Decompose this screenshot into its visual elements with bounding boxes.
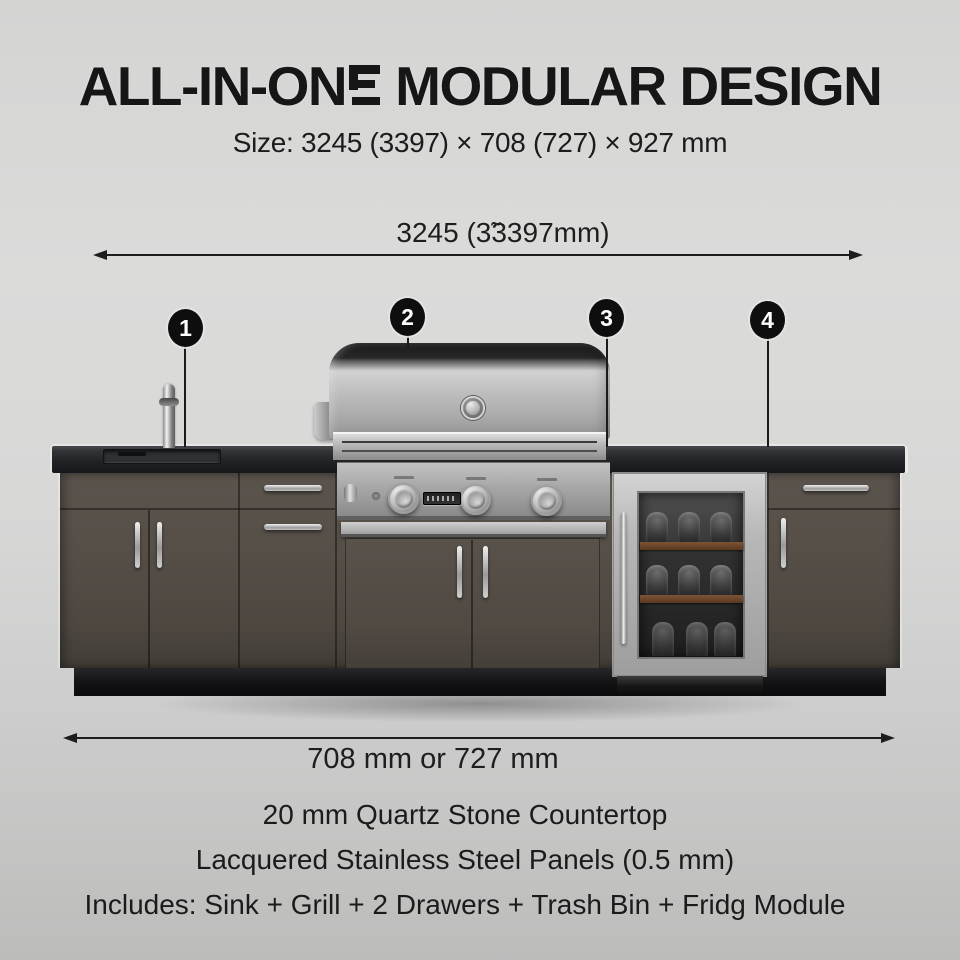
- grill-brand-badge: [423, 492, 461, 505]
- size-subtitle: Size: 3245 (3397) × 708 (727) × 927 mm: [232, 127, 728, 158]
- wine-bottle: [678, 512, 700, 542]
- grill-hood-vent: [333, 432, 606, 460]
- wine-bottle: [710, 565, 732, 595]
- wine-bottle: [714, 622, 736, 656]
- spec-line-countertop: 20 mm Quartz Stone Countertop: [262, 799, 668, 830]
- sink-door-handle: [157, 522, 162, 568]
- depth-dimension-label: 708 mm or 727 mm: [307, 743, 559, 775]
- drawer-handle: [264, 524, 322, 530]
- sink-module-door-split: [148, 510, 150, 668]
- arrow-right-icon: [881, 733, 895, 743]
- sink-door-handle: [135, 522, 140, 568]
- grill-door-split: [471, 540, 473, 668]
- callout-number: 1: [179, 314, 192, 341]
- sink-drain: [118, 452, 146, 456]
- page-title: [0, 54, 960, 118]
- drawer-handle: [264, 485, 322, 491]
- fridge-wood-shelf: [640, 595, 743, 603]
- title-glitch-letter-e: [349, 65, 380, 105]
- drawer-divider: [60, 508, 335, 510]
- arrow-right-icon: [849, 250, 863, 260]
- fridge-wood-shelf: [640, 542, 743, 550]
- wine-bottle: [710, 512, 732, 542]
- callout-leader-line: [184, 346, 186, 447]
- knob-label: [394, 476, 414, 479]
- title-text-right: MODULAR DESIGN: [395, 55, 882, 117]
- fridge-base: [617, 676, 763, 695]
- module-divider: [238, 472, 240, 668]
- grill-knob: [531, 485, 562, 516]
- grill-knob: [460, 484, 491, 515]
- grill-knob: [388, 483, 419, 514]
- grill-door-handle: [457, 546, 462, 598]
- grill-ignition-button: [344, 484, 357, 502]
- knob-label: [537, 478, 557, 481]
- grill-logo-emblem: [461, 396, 485, 420]
- drawer-divider: [768, 508, 900, 510]
- grill-indicator-light: [372, 492, 380, 500]
- grill-door-handle: [483, 546, 488, 598]
- width-dimension-label: 3245 (3̃3397mm): [396, 217, 610, 248]
- width-dimension-arrow: [93, 248, 863, 262]
- faucet: [163, 384, 175, 448]
- callout-number: 4: [761, 306, 774, 333]
- title-text-left: ALL-IN-ON: [78, 55, 347, 117]
- callout-1-sink: [168, 309, 203, 347]
- wine-bottle: [678, 565, 700, 595]
- callout-number: 3: [600, 304, 613, 331]
- faucet-lever: [159, 398, 179, 406]
- knob-label: [466, 477, 486, 480]
- spec-line-panels: Lacquered Stainless Steel Panels (0.5 mm): [195, 844, 735, 875]
- callout-3: [589, 299, 624, 337]
- module-divider: [767, 472, 769, 668]
- fridge-handle: [621, 512, 626, 644]
- wine-bottle: [686, 622, 708, 656]
- wine-bottle: [646, 565, 668, 595]
- grill-hood: [329, 343, 610, 439]
- callout-leader-line: [767, 338, 769, 447]
- right-door-handle: [781, 518, 786, 568]
- right-drawer-handle: [803, 485, 869, 491]
- callout-number: 2: [401, 303, 414, 330]
- callout-leader-line: [606, 336, 608, 447]
- callout-2-grill: [390, 298, 425, 336]
- wine-bottle: [652, 622, 674, 656]
- grill-drip-tray: [341, 522, 606, 537]
- callout-4: [750, 301, 785, 339]
- wine-bottle: [646, 512, 668, 542]
- spec-line-includes: Includes: Sink + Grill + 2 Drawers + Trash Bin + Fridg Module: [84, 889, 846, 920]
